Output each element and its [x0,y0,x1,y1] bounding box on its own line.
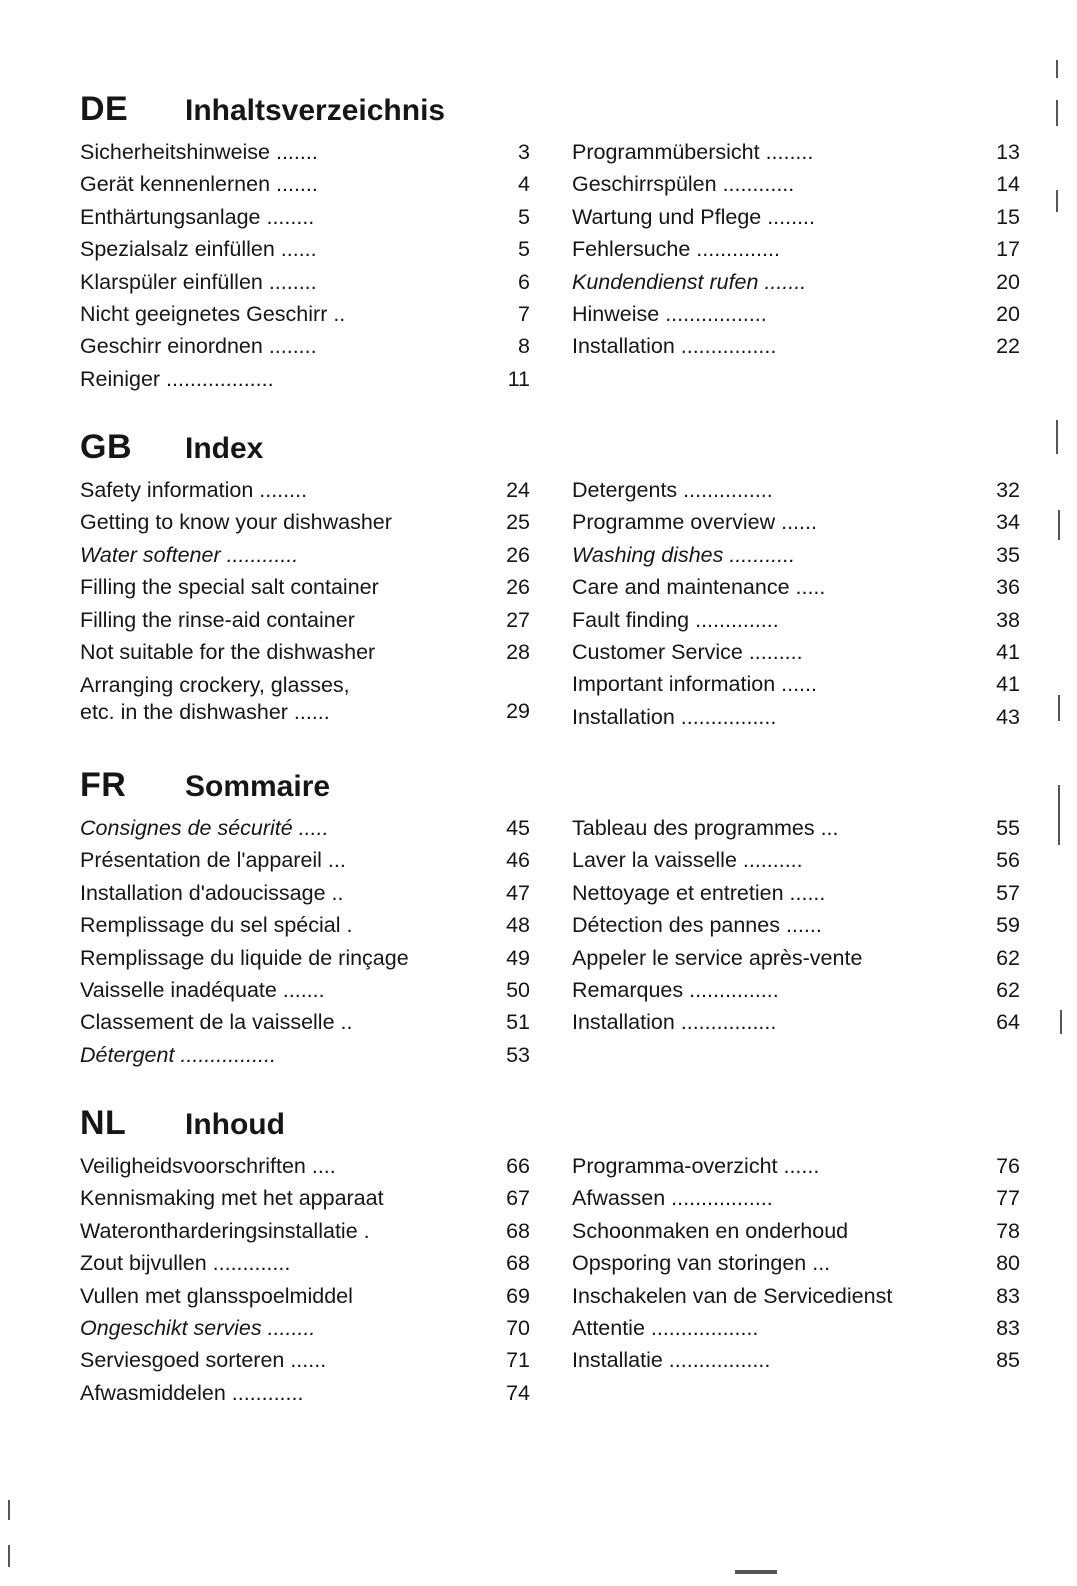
section-title: Inhaltsverzeichnis [185,94,446,127]
entry-title: Waterontharderingsinstallatie . [80,1218,370,1243]
entry-title: Détection des pannes ...... [572,913,822,938]
entry-title: Wartung und Pflege ........ [572,204,815,229]
entry-title: Geschirr einordnen ........ [80,334,317,359]
entry-title: Enthärtungsanlage ........ [80,204,315,229]
toc-entry [80,1346,530,1378]
toc-entry [572,911,1022,943]
toc-entry [80,332,530,364]
entry-page-number: 62 [996,945,1020,970]
scan-edge-mark [1056,190,1058,212]
entry-page-number: 77 [996,1186,1020,1211]
entry-page-number: 48 [506,913,530,938]
entry-title: Water softener ............ [80,542,299,567]
entry-title: Présentation de l'appareil ... [80,848,346,873]
toc-entry [80,1217,530,1249]
toc-entry [572,879,1022,911]
entry-page-number: 11 [507,366,530,391]
section-title: Sommaire [185,770,331,803]
toc-entry [572,203,1022,235]
toc-entry [572,170,1022,202]
entry-page-number: 34 [996,510,1020,535]
language-code: DE [80,90,129,128]
toc-entry [80,944,530,976]
entry-title: Schoonmaken en onderhoud [572,1218,849,1243]
toc-entry [80,476,530,508]
entry-page-number: 53 [506,1042,530,1067]
entry-title: Installation ................ [572,704,777,729]
toc-entry [80,1041,530,1073]
entry-title: Reiniger .................. [80,366,274,391]
scan-edge-mark [1056,100,1058,126]
toc-entry [80,1008,530,1040]
language-code: GB [80,428,132,466]
entry-page-number: 57 [996,880,1020,905]
entry-page-number: 74 [506,1380,530,1405]
entry-page-number: 66 [506,1154,530,1178]
entry-title: Customer Service ......... [572,639,803,664]
entry-title: Geschirrspülen ............ [572,172,795,197]
entry-page-number: 17 [996,237,1020,262]
toc-entry [572,508,1022,540]
toc-entry [80,300,530,332]
entry-title: Classement de la vaisselle .. [80,1010,353,1035]
entry-page-number: 29 [506,699,530,724]
entry-page-number: 47 [506,880,530,905]
toc-entry [80,606,530,638]
entry-page-number: 13 [996,140,1020,164]
entry-page-number: 78 [996,1218,1020,1243]
entry-page-number: 3 [518,140,530,164]
entry-title: Detergents ............... [572,478,773,502]
toc-entry [572,573,1022,605]
toc-entry [80,670,530,730]
entry-page-number: 59 [996,913,1020,938]
entry-title: Laver la vaisselle .......... [572,848,803,873]
entry-title: Inschakelen van de Servicedienst [572,1283,893,1308]
entry-page-number: 25 [506,510,530,535]
entry-title: Tableau des programmes ... [572,816,839,840]
toc-entry [572,1249,1022,1281]
section-title: Inhoud [185,1108,285,1141]
toc-entry [80,268,530,300]
toc-entry [572,1184,1022,1216]
entry-title: Appeler le service après-vente [572,945,863,970]
toc-entry [80,1152,530,1184]
right-column [572,138,1022,365]
entry-title: Installation ................ [572,334,777,359]
language-code: FR [80,766,127,804]
entry-title: Important information ...... [572,672,817,697]
entry-title: Filling the special salt container [80,575,379,600]
entry-title: Fehlersuche .............. [572,237,780,262]
entry-title: Kennismaking met het apparaat [80,1186,384,1211]
left-column [80,138,530,397]
toc-entry [572,814,1022,846]
toc-entry [80,814,530,846]
scan-edge-mark [1058,510,1060,540]
toc-entry [572,300,1022,332]
entry-page-number: 14 [996,172,1020,197]
entry-title: Consignes de sécurité ..... [80,816,329,840]
entry-title: Filling the rinse-aid container [80,607,355,632]
entry-title: Klarspüler einfüllen ........ [80,269,317,294]
toc-entry [80,846,530,878]
entry-page-number: 41 [996,672,1020,697]
entry-title: Washing dishes ........... [572,542,796,567]
left-column [80,1152,530,1411]
entry-page-number: 35 [996,542,1020,567]
entry-page-number: 5 [518,237,530,262]
entry-page-number: 7 [518,301,530,326]
toc-entry [572,332,1022,364]
toc-entry [572,1217,1022,1249]
entry-title: Remplissage du sel spécial . [80,913,353,938]
entry-page-number: 76 [996,1154,1020,1178]
entry-title: Sicherheitshinweise ....... [80,140,318,164]
entry-title: Vaisselle inadéquate ....... [80,977,325,1002]
toc-entry [80,1282,530,1314]
entry-page-number: 68 [506,1251,530,1276]
entry-page-number: 56 [996,848,1020,873]
entry-page-number: 80 [996,1251,1020,1276]
scan-edge-mark [8,1545,10,1567]
toc-entry [80,1314,530,1346]
entry-page-number: 20 [996,301,1020,326]
toc-entry [80,573,530,605]
toc-entry [572,638,1022,670]
entry-page-number: 15 [996,204,1020,229]
entry-title: Installation ................ [572,1010,777,1035]
entry-page-number: 22 [996,334,1020,359]
toc-entry [80,138,530,170]
entry-title: Opsporing van storingen ... [572,1251,831,1276]
toc-entry [80,1184,530,1216]
entry-title: Ongeschikt servies ........ [80,1315,316,1340]
toc-entry [80,235,530,267]
scan-edge-mark [1058,695,1060,721]
entry-page-number: 24 [506,478,530,502]
entry-title: Hinweise ................. [572,301,767,326]
toc-entry [572,846,1022,878]
entry-title: Afwassen ................. [572,1186,773,1211]
left-column [80,814,530,1073]
toc-entry [572,944,1022,976]
section-title: Index [185,432,264,465]
scan-edge-mark [1058,785,1060,845]
entry-title: Arranging crockery, glasses, etc. in the dishwasher ...... [80,673,350,725]
toc-entry [80,170,530,202]
entry-page-number: 70 [506,1315,530,1340]
entry-page-number: 26 [506,542,530,567]
entry-title: Programme overview ...... [572,510,817,535]
entry-title: Vullen met glansspoelmiddel [80,1283,353,1308]
scan-edge-mark [8,1500,10,1520]
toc-entry [572,703,1022,735]
language-code: NL [80,1104,127,1142]
entry-page-number: 69 [506,1283,530,1308]
entry-page-number: 36 [996,575,1020,600]
toc-entry [572,1282,1022,1314]
toc-entry [80,365,530,397]
toc-entry [572,1008,1022,1040]
entry-title: Zout bijvullen ............. [80,1251,291,1276]
toc-entry [80,508,530,540]
toc-entry [80,1379,530,1411]
toc-entry [572,1152,1022,1184]
toc-entry [80,203,530,235]
entry-title: Gerät kennenlernen ....... [80,172,318,197]
toc-entry [572,1314,1022,1346]
entry-title: Remplissage du liquide de rinçage [80,945,409,970]
entry-title: Installation d'adoucissage .. [80,880,344,905]
right-column [572,476,1022,735]
entry-title: Serviesgoed sorteren ...... [80,1348,327,1373]
left-column [80,476,530,730]
toc-entry [572,976,1022,1008]
entry-title: Installatie ................. [572,1348,771,1373]
entry-title: Nicht geeignetes Geschirr .. [80,301,346,326]
toc-entry [572,1346,1022,1378]
entry-page-number: 43 [996,704,1020,729]
entry-title: Spezialsalz einfüllen ...... [80,237,317,262]
toc-entry [80,541,530,573]
entry-page-number: 5 [518,204,530,229]
entry-page-number: 26 [506,575,530,600]
entry-page-number: 64 [996,1010,1020,1035]
scan-edge-mark [735,1570,777,1574]
entry-title: Nettoyage et entretien ...... [572,880,826,905]
toc-entry [572,138,1022,170]
entry-page-number: 38 [996,607,1020,632]
entry-title: Care and maintenance ..... [572,575,826,600]
toc-entry [572,606,1022,638]
toc-entry [80,879,530,911]
entry-page-number: 41 [996,639,1020,664]
toc-entry [572,541,1022,573]
entry-title: Programma-overzicht ...... [572,1154,820,1178]
entry-page-number: 27 [506,607,530,632]
entry-page-number: 45 [506,816,530,840]
entry-title: Getting to know your dishwasher [80,510,392,535]
entry-page-number: 46 [506,848,530,873]
entry-title: Attentie .................. [572,1315,759,1340]
entry-page-number: 85 [996,1348,1020,1373]
entry-page-number: 49 [506,945,530,970]
toc-entry [572,670,1022,702]
entry-title: Afwasmiddelen ............ [80,1380,304,1405]
right-column [572,814,1022,1041]
entry-page-number: 8 [518,334,530,359]
entry-title: Kundendienst rufen ....... [572,269,807,294]
entry-title: Détergent ................ [80,1042,276,1067]
entry-title: Fault finding .............. [572,607,779,632]
right-column [572,1152,1022,1379]
entry-page-number: 50 [506,977,530,1002]
scan-edge-mark [1056,60,1058,78]
toc-entry [80,638,530,670]
entry-title: Veiligheidsvoorschriften .... [80,1154,336,1178]
entry-page-number: 67 [506,1186,530,1211]
entry-title: Remarques ............... [572,977,779,1002]
toc-entry [572,476,1022,508]
scan-edge-mark [1060,1010,1062,1034]
scan-edge-mark [1056,420,1058,454]
entry-page-number: 83 [996,1283,1020,1308]
entry-page-number: 32 [996,478,1020,502]
entry-page-number: 55 [996,816,1020,840]
toc-entry [572,235,1022,267]
entry-page-number: 6 [518,269,530,294]
toc-entry [572,268,1022,300]
entry-page-number: 51 [506,1010,530,1035]
entry-page-number: 71 [506,1348,530,1373]
toc-entry [80,976,530,1008]
entry-page-number: 28 [506,639,530,664]
entry-title: Not suitable for the dishwasher [80,639,376,664]
entry-page-number: 83 [996,1315,1020,1340]
entry-title: Safety information ........ [80,478,308,502]
entry-page-number: 20 [996,269,1020,294]
entry-page-number: 4 [518,172,530,197]
toc-entry [80,1249,530,1281]
entry-page-number: 68 [506,1218,530,1243]
entry-title: Programmübersicht ........ [572,140,814,164]
toc-entry [80,911,530,943]
entry-page-number: 62 [996,977,1020,1002]
